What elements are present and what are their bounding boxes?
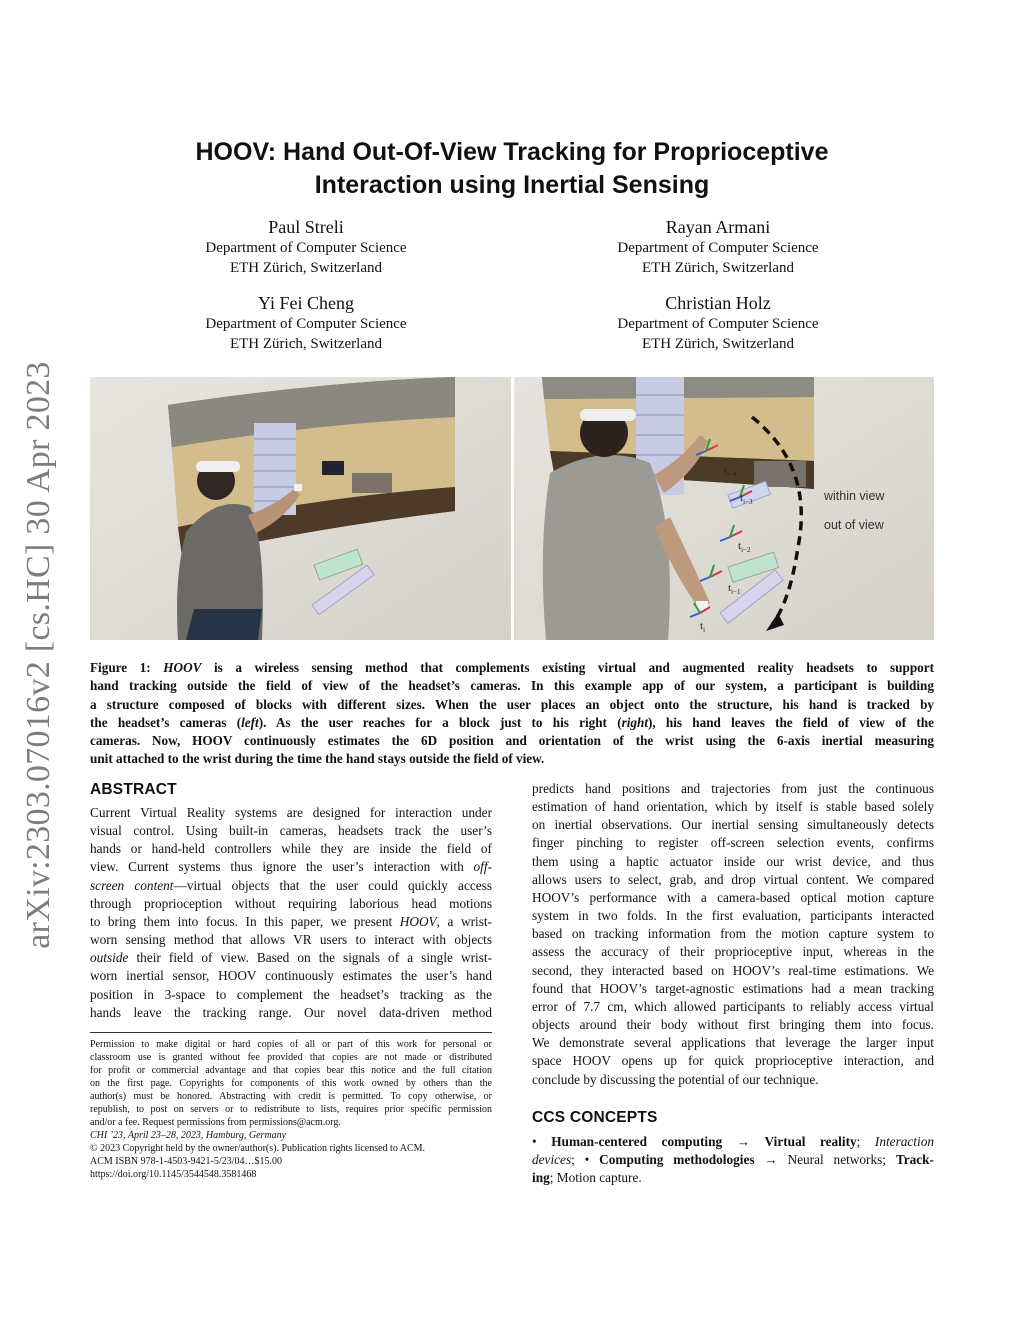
t-label-i-1: $t_{i-1}$ xyxy=(728,582,741,596)
abstract-line: position in 3-space to complement the headset’s tracking as the xyxy=(90,986,492,1002)
author-affiliation: ETH Zürich, Switzerland xyxy=(229,260,383,276)
author-block xyxy=(538,216,898,278)
author-block xyxy=(126,216,486,278)
author-affiliation: ETH Zürich, Switzerland xyxy=(641,260,795,276)
abstract-line: found that HOOV’s target-agnostic estimations had a mean tracking xyxy=(532,980,934,996)
footnote-line: and/or a fee. Request permissions from permissions@acm.org. xyxy=(90,1117,341,1129)
footnote-line: for profit or commercial advantage and that copies bear this notice and the full citation xyxy=(90,1065,492,1077)
footnote-line: Permission to make digital or hard copies of all or part of this work for personal or xyxy=(90,1039,492,1050)
abstract-line: visual control. Using built-in cameras, headsets track the user’s xyxy=(90,823,492,839)
footnote-line: classroom use is granted without fee provided that copies are not made or distributed xyxy=(90,1052,492,1064)
abstract-line: system in two folds. In the first evaluation, participants interacted xyxy=(532,908,934,924)
title-line-2: Interaction using Inertial Sensing xyxy=(314,171,710,199)
doi-link[interactable]: https://doi.org/10.1145/3544548.3581468 xyxy=(90,1169,257,1181)
abstract-line: hands or hand-held controllers while they are inside the field of xyxy=(90,841,492,857)
author-name: Yi Fei Cheng xyxy=(257,293,354,313)
abstract-line: HOOV’s performance with a camera-based optical motion capture xyxy=(532,889,934,905)
caption-line: Figure 1: HOOV is a wireless sensing method that complements existing virtual and augmented reality headsets to support xyxy=(90,660,934,675)
abstract-line: estimation of hand orientation, which by itself is stable based solely xyxy=(532,799,934,815)
abstract-line: to bring them into focus. In this paper, we present HOOV, a wrist- xyxy=(90,913,493,929)
abstract-left-column xyxy=(90,804,492,1022)
label-within-view: within view xyxy=(824,489,885,503)
ccs-line: devices; • Computing methodologies → Neural networks; Track- xyxy=(532,1152,934,1168)
abstract-line: worn inertial sensor, HOOV continuously estimates the user’s hand xyxy=(90,968,492,984)
caption-line: cameras. Now, HOOV continuously estimates the 6D position and orientation of the wrist using the 6-axis inertial measuring xyxy=(90,733,934,749)
author-department: Department of Computer Science xyxy=(617,240,819,256)
author-name: Christian Holz xyxy=(665,293,771,313)
author-department: Department of Computer Science xyxy=(617,316,819,332)
author-department: Department of Computer Science xyxy=(205,316,407,332)
author-department: Department of Computer Science xyxy=(205,240,407,256)
abstract-right-column xyxy=(532,780,934,1089)
figure-1 xyxy=(90,377,934,640)
footnote-line: republish, to post on servers or to redistribute to lists, requires prior specific permission xyxy=(90,1104,492,1116)
abstract-line: We demonstrate several applications that leverage the larger input xyxy=(532,1035,934,1051)
abstract-line: based on tracking information from the motion capture system to xyxy=(532,926,934,942)
abstract-line: error of 7.7 cm, which allowed participants to reliably access virtual xyxy=(532,998,934,1014)
figure-left-photo xyxy=(90,377,511,640)
t-label-i-2: $t_{i-2}$ xyxy=(738,540,751,554)
abstract-line: worn sensing method that allows VR users to interact with objects xyxy=(90,932,492,948)
ccs-line: ing; Motion capture. xyxy=(532,1170,642,1186)
isbn-line: ACM ISBN 978-1-4503-9421-5/23/04…$15.00 xyxy=(90,1156,282,1168)
author-affiliation: ETH Zürich, Switzerland xyxy=(641,336,795,352)
permission-footnote xyxy=(90,1038,492,1182)
footnote-rule xyxy=(90,1032,492,1033)
t-label-i-4: $t_{i-4}$ xyxy=(724,464,737,478)
ccs-line: • Human-centered computing → Virtual reality; Interaction xyxy=(532,1134,934,1149)
abstract-line: second, they interacted based on HOOV’s real-time estimations. We xyxy=(532,962,934,978)
title-line-1: HOOV: Hand Out-Of-View Tracking for Proprioceptive xyxy=(195,138,829,166)
footnote-line: author(s) must be honored. Abstracting with credit is permitted. To copy otherwise, or xyxy=(90,1091,492,1103)
author-affiliation: ETH Zürich, Switzerland xyxy=(229,336,383,352)
abstract-line: screen content—virtual objects that the user could quickly access xyxy=(90,877,492,893)
figure-right-photo xyxy=(514,377,934,640)
abstract-line: conclude by discussing the potential of our technique. xyxy=(532,1071,819,1087)
caption-line: a structure composed of blocks with different sizes. When the user places an object onto the structure, his hand is tracked by xyxy=(90,696,934,712)
figure-caption xyxy=(90,659,934,769)
abstract-line: on inertial observations. Our inertial sensing simultaneously detects xyxy=(532,817,934,833)
abstract-line: view. Current systems thus ignore the user’s interaction with off- xyxy=(90,859,492,875)
abstract-line: Current Virtual Reality systems are designed for interaction under xyxy=(90,805,492,820)
abstract-line: objects around their body without first bringing them into focus. xyxy=(532,1017,934,1033)
abstract-line: hands leave the tracking range. Our novel data-driven method xyxy=(90,1004,492,1020)
abstract-line: through proprioception without requiring laborious head motions xyxy=(90,895,492,911)
t-label-i-3: $t_{i-3}$ xyxy=(740,492,753,506)
abstract-line: assess the accuracy of their proprioceptive input, whereas in the xyxy=(532,944,934,960)
ccs-heading: CCS CONCEPTS xyxy=(532,1109,658,1126)
label-out-of-view: out of view xyxy=(824,518,884,532)
caption-line: unit attached to the wrist during the time the hand stays outside the field of view. xyxy=(90,751,545,767)
abstract-line: predicts hand positions and trajectories from just the continuous xyxy=(532,781,934,796)
ccs-concepts xyxy=(532,1133,934,1188)
caption-line: hand tracking outside the field of view of the headset’s cameras. In this example app of our system, a participant is building xyxy=(90,678,934,694)
paper-title xyxy=(90,136,934,202)
caption-line: the headset’s cameras (left). As the user reaches for a block just to his right (right), his hand leaves the field of view of the xyxy=(90,714,934,730)
conference-line: CHI ’23, April 23–28, 2023, Hamburg, Germany xyxy=(90,1130,287,1142)
arxiv-stamp: arXiv:2303.07016v2 [cs.HC] 30 Apr 2023 xyxy=(20,361,57,949)
abstract-line: them using a haptic actuator inside our wrist device, and thus xyxy=(532,853,934,869)
abstract-line: space HOOV opens up for quick proprioceptive interaction, and xyxy=(532,1053,934,1069)
abstract-line: finger pinching to register off-screen selection events, confirms xyxy=(532,835,934,851)
abstract-line: allows users to select, grab, and drop virtual content. We compared xyxy=(532,871,934,887)
author-block xyxy=(538,292,898,354)
footnote-line: on the first page. Copyrights for components of this work owned by others than the xyxy=(90,1078,492,1090)
t-label-i: $t_i$ xyxy=(700,620,706,634)
author-block xyxy=(126,292,486,354)
author-name: Rayan Armani xyxy=(665,217,771,237)
author-name: Paul Streli xyxy=(268,217,344,237)
abstract-line: outside their field of view. Based on the signals of a single wrist- xyxy=(90,950,492,966)
copyright-line: © 2023 Copyright held by the owner/author(s). Publication rights licensed to ACM. xyxy=(90,1143,426,1155)
abstract-heading: ABSTRACT xyxy=(90,781,177,798)
